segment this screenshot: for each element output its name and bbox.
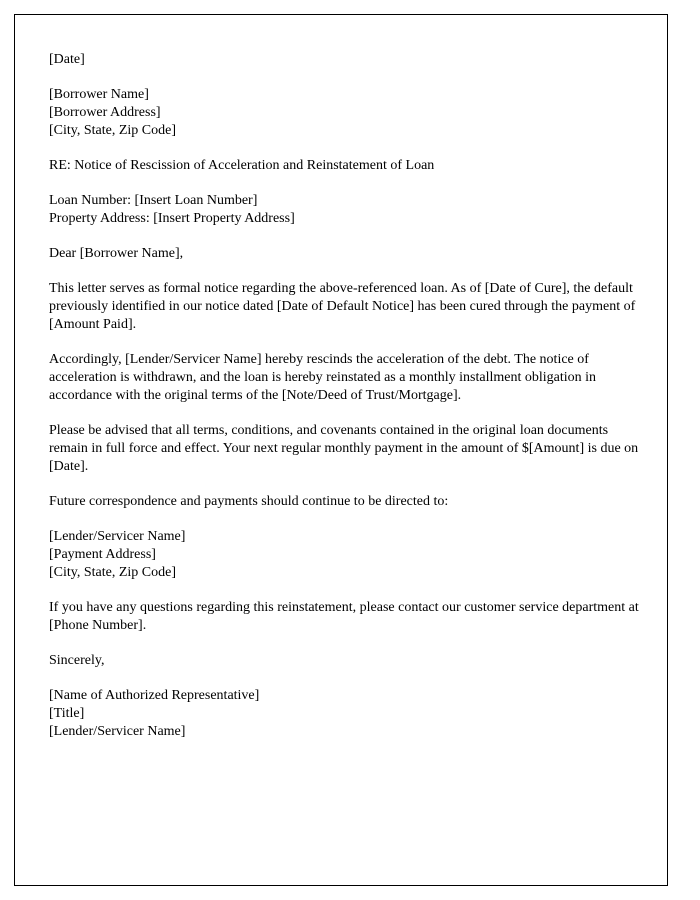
signature-company-line: [Lender/Servicer Name] (49, 724, 186, 739)
subject-line: RE: Notice of Rescission of Acceleration and Reinstatement of Loan (49, 158, 435, 173)
recipient-city-state-zip-line: [City, State, Zip Code] (49, 123, 177, 138)
closing-block (49, 652, 639, 670)
salutation-block (49, 245, 639, 263)
closing-line: Sincerely, (49, 653, 105, 668)
salutation-line: Dear [Borrower Name], (49, 246, 184, 261)
recipient-address-line: [Borrower Address] (49, 105, 161, 120)
paragraph-terms-remain: Please be advised that all terms, conditions, and covenants contained in the original loan documents remain in full force and effect. Your next regular monthly payment in the amount of $[Amount] is due on [Date]. (49, 423, 639, 474)
signature-block (49, 687, 639, 741)
body-paragraph-3 (49, 422, 639, 476)
body-paragraph-2 (49, 351, 639, 405)
signature-title-line: [Title] (49, 706, 85, 721)
payment-city-state-zip-line: [City, State, Zip Code] (49, 565, 177, 580)
date-line: [Date] (49, 52, 85, 67)
loan-number-line: Loan Number: [Insert Loan Number] (49, 193, 258, 208)
paragraph-cure-notice: This letter serves as formal notice regarding the above-referenced loan. As of [Date of Cure], the default previously identified in our notice dated [Date of Default Notice] has been cured through the payment of [Amount Paid]. (49, 281, 636, 332)
payment-contact-name-line: [Lender/Servicer Name] (49, 529, 186, 544)
recipient-address-block (49, 86, 639, 140)
body-paragraph-5 (49, 599, 639, 635)
subject-block (49, 157, 639, 175)
letter-page (14, 14, 668, 886)
payment-address-line: [Payment Address] (49, 547, 156, 562)
payment-contact-block (49, 528, 639, 582)
body-paragraph-1 (49, 280, 639, 334)
signature-name-line: [Name of Authorized Representative] (49, 688, 260, 703)
paragraph-future-correspondence: Future correspondence and payments should continue to be directed to: (49, 494, 449, 509)
loan-info-block (49, 192, 639, 228)
property-address-line: Property Address: [Insert Property Address] (49, 211, 295, 226)
paragraph-rescission: Accordingly, [Lender/Servicer Name] hereby rescinds the acceleration of the debt. The notice of acceleration is withdrawn, and the loan is hereby reinstated as a monthly installment obligation in accordance with the original terms of the [Note/Deed of Trust/Mortgage]. (49, 352, 597, 403)
body-paragraph-4 (49, 493, 639, 511)
date-block (49, 51, 639, 69)
letter-content (49, 51, 639, 741)
paragraph-questions-contact: If you have any questions regarding this reinstatement, please contact our customer service department at [Phone Number]. (49, 600, 639, 633)
recipient-name-line: [Borrower Name] (49, 87, 149, 102)
